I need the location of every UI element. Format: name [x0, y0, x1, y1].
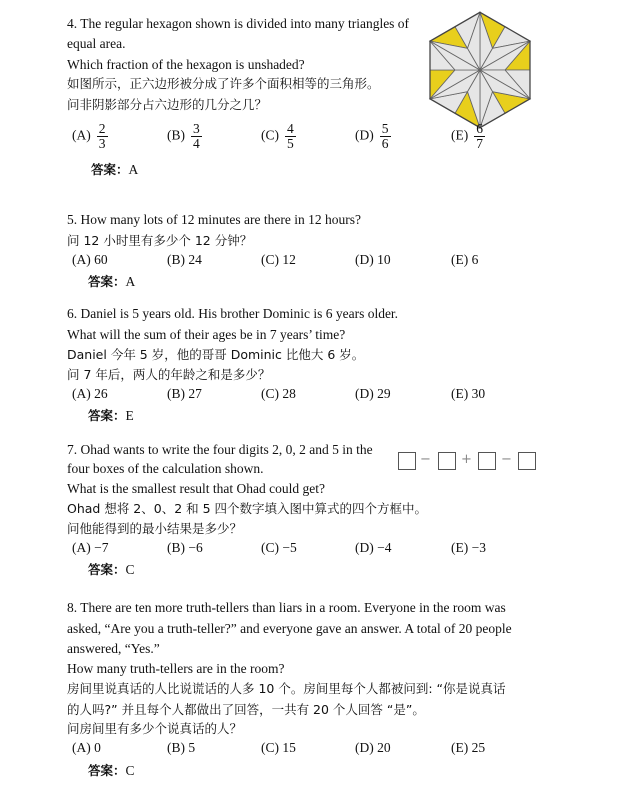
q5-option-a[interactable]: (A) 60: [72, 252, 108, 267]
minus-sign-1: −: [420, 452, 431, 467]
q7-option-e[interactable]: (E) −3: [451, 540, 486, 555]
q8-option-c[interactable]: (C) 15: [261, 740, 296, 755]
q6-option-a[interactable]: (A) 26: [72, 386, 108, 401]
q6-option-c[interactable]: (C) 28: [261, 386, 296, 401]
digit-box-1[interactable]: [398, 452, 416, 470]
q4-text-cn-1: 如图所示，正六边形被分成了许多个面积相等的三角形。: [67, 76, 380, 91]
q4-text-en-1: 4. The regular hexagon shown is divided into many triangles of: [67, 16, 410, 31]
q7-option-d[interactable]: (D) −4: [355, 540, 392, 555]
q6-option-e[interactable]: (E) 30: [451, 386, 486, 401]
q6-text-cn-1: Daniel 今年 5 岁，他的哥哥 Dominic 比他大 6 岁。: [67, 347, 365, 362]
q4-option-a[interactable]: (A) $\frac{2}{3}$: [72, 121, 106, 151]
q8-option-e[interactable]: (E) 25: [451, 740, 486, 755]
q4-text-cn-2: 问非阴影部分占六边形的几分之几？: [67, 97, 268, 112]
q7-text-en-1: 7. Ohad wants to write the four digits 2, 0, 2 and 5 in the: [67, 442, 373, 457]
q6-answer: 答案：E: [88, 408, 134, 423]
q6-text-en-2: What will the sum of their ages be in 7 years’ time?: [67, 327, 346, 342]
q8-option-d[interactable]: (D) 20: [355, 740, 391, 755]
hexagon-figure: [424, 8, 536, 132]
q8-answer: 答案：C: [88, 763, 135, 778]
q5-text-cn-1: 问 12 小时里有多少个 12 分钟？: [67, 233, 253, 248]
q8-text-cn-3: 问房间里有多少个说真话的人？: [67, 721, 243, 736]
q7-option-b[interactable]: (B) −6: [167, 540, 203, 555]
q5-option-d[interactable]: (D) 10: [355, 252, 391, 267]
q5-answer: 答案：A: [88, 274, 136, 289]
q4-option-e[interactable]: (E) $\frac{6}{7}$: [451, 121, 483, 151]
q6-text-cn-2: 问 7 年后，两人的年龄之和是多少？: [67, 367, 271, 382]
q8-option-a[interactable]: (A) 0: [72, 740, 101, 755]
q7-option-a[interactable]: (A) −7: [72, 540, 109, 555]
q8-text-en-4: How many truth-tellers are in the room?: [67, 661, 285, 676]
digit-box-2[interactable]: [438, 452, 456, 470]
q7-text-en-3: What is the smallest result that Ohad could get?: [67, 481, 325, 496]
q5-option-b[interactable]: (B) 24: [167, 252, 202, 267]
q4-text-en-2: equal area.: [67, 36, 126, 51]
q5-option-c[interactable]: (C) 12: [261, 252, 296, 267]
q8-text-cn-2: 的人吗?” 并且每个人都做出了回答，一共有 20 个人回答 “是”。: [67, 702, 425, 717]
q5-option-e[interactable]: (E) 6: [451, 252, 479, 267]
q7-text-en-2: four boxes of the calculation shown.: [67, 461, 264, 476]
q4-answer: 答案：A: [91, 162, 139, 177]
plus-sign: +: [461, 452, 472, 467]
q7-answer: 答案：C: [88, 562, 135, 577]
q4-text-en-3: Which fraction of the hexagon is unshaded?: [67, 57, 305, 72]
q5-text-en-1: 5. How many lots of 12 minutes are there in 12 hours?: [67, 212, 361, 227]
q6-option-d[interactable]: (D) 29: [355, 386, 391, 401]
minus-sign-2: −: [501, 452, 512, 467]
q8-text-cn-1: 房间里说真话的人比说谎话的人多 10 个。房间里每个人都被问到: “你是说真话: [67, 681, 506, 696]
q4-option-d[interactable]: (D) $\frac{5}{6}$: [355, 121, 389, 151]
q7-text-cn-1: Ohad 想将 2、0、2 和 5 四个数字填入图中算式的四个方框中。: [67, 501, 428, 516]
q7-option-c[interactable]: (C) −5: [261, 540, 297, 555]
q6-text-en-1: 6. Daniel is 5 years old. His brother Dominic is 6 years older.: [67, 306, 399, 321]
q8-text-en-1: 8. There are ten more truth-tellers than liars in a room. Everyone in the room was: [67, 600, 506, 615]
q6-option-b[interactable]: (B) 27: [167, 386, 202, 401]
q8-text-en-3: answered, “Yes.”: [67, 641, 160, 656]
digit-box-3[interactable]: [478, 452, 496, 470]
digit-box-4[interactable]: [518, 452, 536, 470]
q8-text-en-2: asked, “Are you a truth-teller?” and everyone gave an answer. A total of 20 people: [67, 621, 512, 636]
q7-text-cn-2: 问他能得到的最小结果是多少？: [67, 521, 243, 536]
q4-option-b[interactable]: (B) $\frac{3}{4}$: [167, 121, 200, 151]
q8-option-b[interactable]: (B) 5: [167, 740, 196, 755]
q4-option-c[interactable]: (C) $\frac{4}{5}$: [261, 121, 294, 151]
